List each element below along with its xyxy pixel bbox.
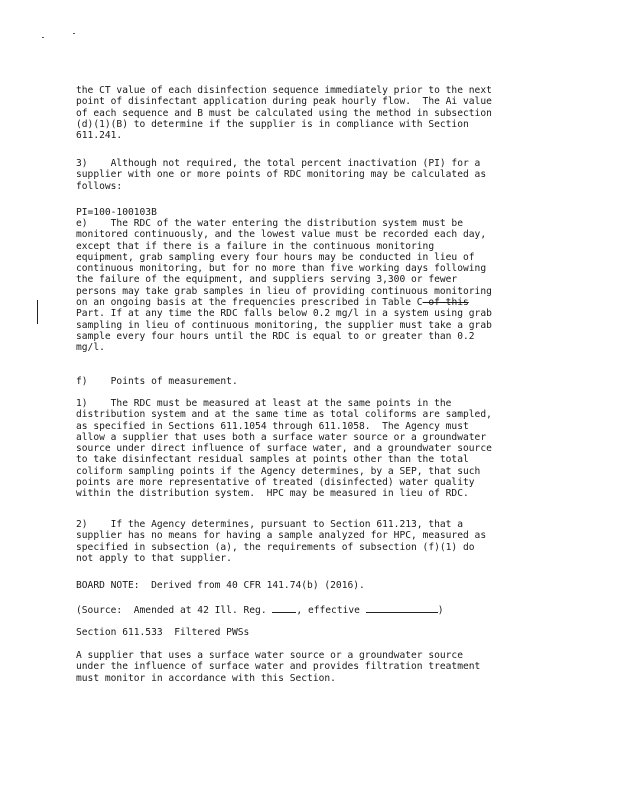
source-end: ) bbox=[437, 605, 444, 616]
register-page-blank bbox=[272, 603, 296, 613]
paragraph-f1: 1) The RDC must be measured at least at the same points in the distribution system and at the same time as total coliforms are sampled, as specified in Sections 611.1054 through 611.1058. The Agency must allow a supplier that uses both a surface water source or a groundwater source under direct influence of surface water, and a groundwater source to take disinfectant residual samples at points other than the total coliform sampling points if the Agency determines, by a SEP, that such points are more representative of treated (disinfected) water quality within the distribution system. HPC may be measured in lieu of RDC. bbox=[76, 398, 492, 500]
scan-speck bbox=[73, 33, 75, 34]
source-mid: , effective bbox=[296, 605, 366, 616]
formula-pi: PI=100-100103B bbox=[76, 207, 157, 218]
board-note: BOARD NOTE: Derived from 40 CFR 141.74(b) (2016). bbox=[76, 580, 365, 591]
paragraph-e-text-part-2: Part. If at any time the RDC falls below 0.2 mg/l in a system using grab sampling in lieu of continuous monitoring, the supplier must take a grab sample every four hours until the RDC is equal to or greater than 0.2 mg/l. bbox=[76, 308, 492, 354]
paragraph-f2: 2) If the Agency determines, pursuant to Section 611.213, that a supplier has no means for having a sample analyzed for HPC, measured as specified in subsection (a), the requirements of subsection (f)(1) do not apply to that supplier. bbox=[76, 519, 487, 564]
struck-text-of-this: of this bbox=[422, 297, 469, 309]
revision-margin-bar bbox=[37, 300, 38, 324]
source-prefix: (Source: Amended at 42 Ill. Reg. bbox=[76, 605, 273, 616]
paragraph-ct-value: the CT value of each disinfection sequence immediately prior to the next point of disinfectant application during peak hourly flow. The Ai value of each sequence and B must be calculated using the method in subsection (d)(1)(B) to determine if the supplier is in compliance with Section 611.241. bbox=[76, 85, 492, 142]
section-heading: Section 611.533 Filtered PWSs bbox=[76, 627, 250, 638]
effective-date-blank bbox=[366, 603, 438, 613]
paragraph-percent-inactivation: 3) Although not required, the total percent inactivation (PI) for a supplier with one or more points of RDC monitoring may be calculated as follows: bbox=[76, 158, 487, 192]
paragraph-filtered-pwss: A supplier that uses a surface water source or a groundwater source under the influence of surface water and provides filtration treatment must monitor in accordance with this Section. bbox=[76, 650, 481, 684]
source-line bbox=[76, 603, 536, 616]
scan-speck bbox=[42, 37, 44, 38]
heading-f-points-of-measurement: f) Points of measurement. bbox=[76, 376, 238, 387]
paragraph-e-rdc-monitoring bbox=[76, 218, 536, 354]
paragraph-e-text-part-1: e) The RDC of the water entering the distribution system must be monitored continuously, and the lowest value must be recorded each day, except that if there is a failure in the continuous monitoring equipment, grab sampling every four hours may be conducted in lieu of continuous monitoring, but for no more than five working days following the failure of the equipment, and suppliers serving 3,300 or fewer persons may take grab samples in lieu of providing continuous monitoring on an ongoing basis at the frequencies prescribed in Table C bbox=[76, 218, 492, 309]
